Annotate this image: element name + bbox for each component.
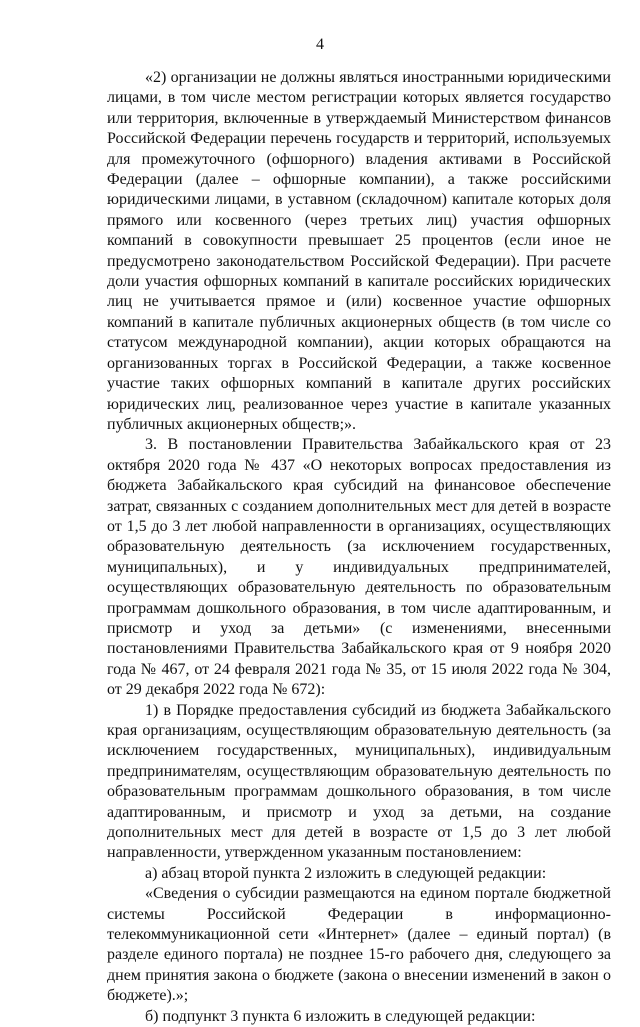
document-body bbox=[107, 68, 611, 1027]
paragraph-subsidy-info: «Сведения о субсидии размещаются на едином портале бюджетной системы Российской Федерации в информационно-телекоммуникационной сети «Интернет» (далее – единый портал) (в разделе единого портала) не позднее 15-го рабочего дня, следующего за днем принятия закона о бюджете (закона о внесении изменений в закон о бюджете).»; bbox=[107, 885, 611, 1005]
paragraph-offshore-condition: «2) организации не должны являться иностранными юридическими лицами, в том числе местом регистрации которых является государство или территория, включенные в утверждаемый Министерством финансов Российской Федерации перечень государств и территорий, используемых для промежуточного (офшорного) владения активами в Российской Федерации (далее – офшорные компании), а также российскими юридическими лицами, в уставном (складочном) капитале которых доля прямого или косвенного (через третьих лиц) участия офшорных компаний в совокупности превышает 25 процентов (если иное не предусмотрено законодательством Российской Федерации). При расчете доли участия офшорных компаний в капитале российских юридических лиц не учитывается прямое и (или) косвенное участие офшорных компаний в капитале публичных акционерных обществ (в том числе со статусом международной компании), акции которых обращаются на организованных торгах в Российской Федерации, а также косвенное участие таких офшорных компаний в капитале других российских юридических лиц, реализованное через участие в капитале указанных публичных акционерных обществ;». bbox=[107, 69, 611, 433]
paragraph-item-a: а) абзац второй пункта 2 изложить в следующей редакции: bbox=[145, 864, 547, 882]
paragraph-subsidy-procedure: 1) в Порядке предоставления субсидий из бюджета Забайкальского края организациям, осуществляющим образовательную деятельность (за исключением государственных, муниципальных), индивидуальным предпринимателям, осуществляющим образовательную деятельность по образовательным программам дошкольного образования, в том числе адаптированным, и присмотр и уход за детьми, на создание дополнительных мест для детей в возрасте от 1,5 до 3 лет любой направленности, утвержденном указанным постановлением: bbox=[107, 701, 611, 862]
paragraph-item-b: б) подпункт 3 пункта 6 изложить в следующей редакции: bbox=[145, 1007, 536, 1025]
page-number: 4 bbox=[316, 36, 324, 53]
paragraph-resolution-437: 3. В постановлении Правительства Забайкальского края от 23 октября 2020 года № 437 «О некоторых вопросах предоставления из бюджета Забайкальского края субсидий на финансовое обеспечение затрат, связанных с созданием дополнительных мест для детей в возрасте от 1,5 до 3 лет любой направленности в организациях, осуществляющих образовательную деятельность (за исключением государственных, муниципальных), и у индивидуальных предпринимателей, осуществляющих образовательную деятельность по образовательным программам дошкольного образования, в том числе адаптированным, и присмотр и уход за детьми» (с изменениями, внесенными постановлениями Правительства Забайкальского края от 9 ноября 2020 года № 467, от 24 февраля 2021 года № 35, от 15 июля 2022 года № 304, от 29 декабря 2022 года № 672): bbox=[107, 436, 611, 699]
